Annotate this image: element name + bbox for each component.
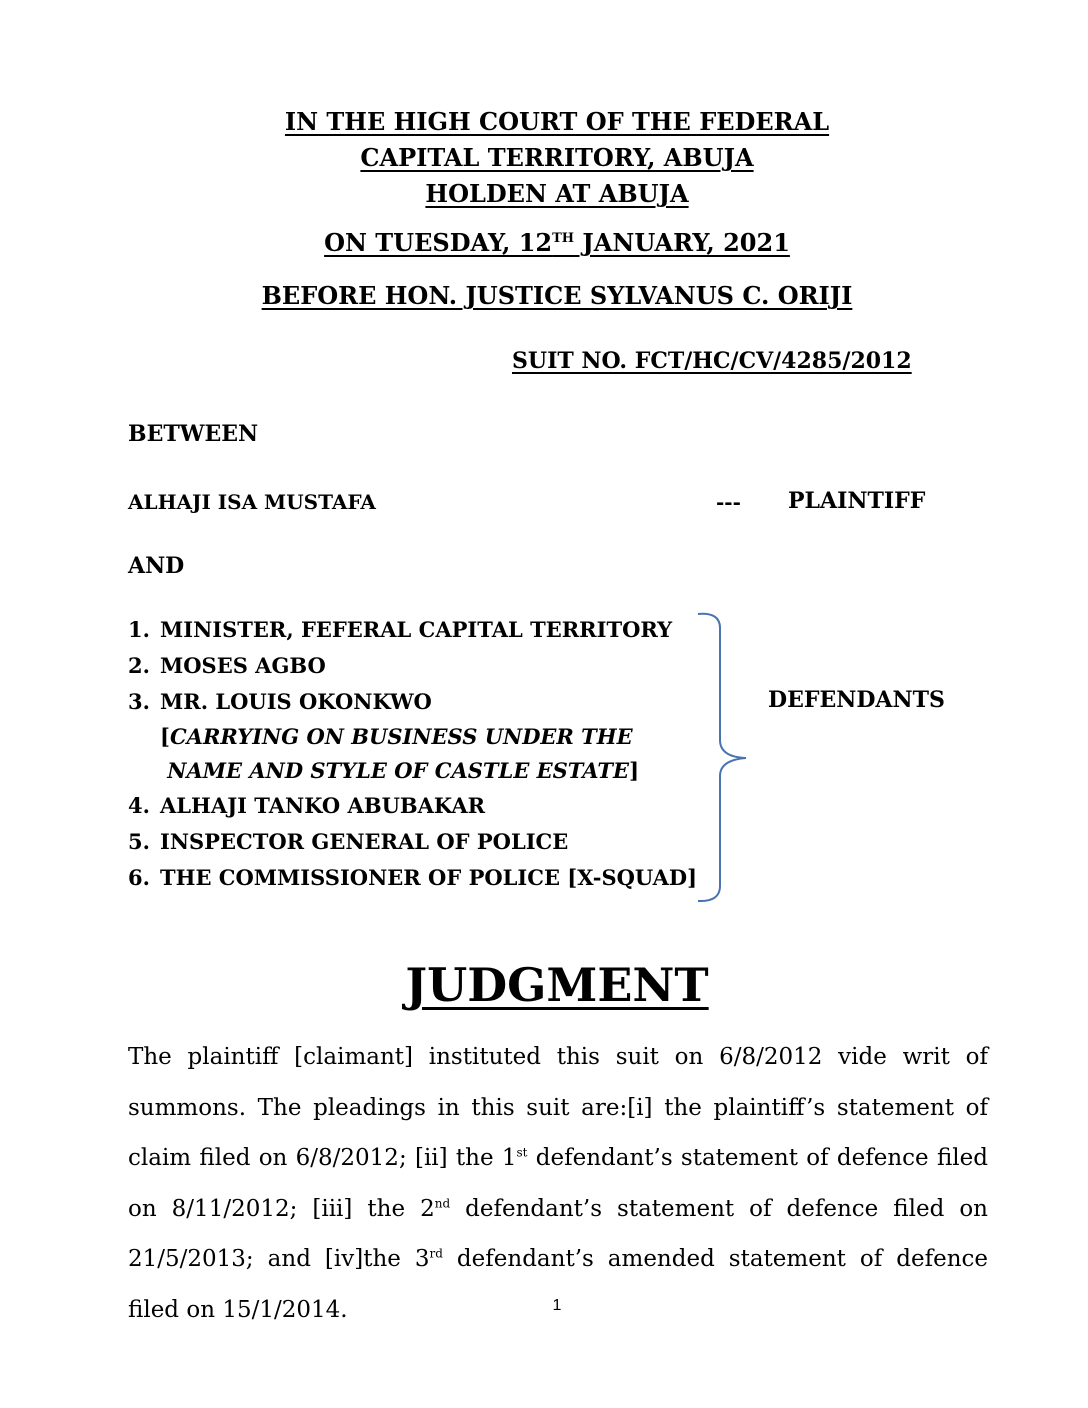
defendant-note bbox=[160, 720, 697, 754]
judge-line: BEFORE HON. JUSTICE SYLVANUS C. ORIJI bbox=[261, 281, 853, 310]
para-sup-3: rd bbox=[429, 1246, 443, 1261]
para-part-1: The plaintiff [claimant] instituted this suit on 6/8/2012 vide writ of summons. The pleadings in this suit are:[i] the plaintiff’s statement of claim filed on 6/8/2012; [ii] the 1 bbox=[128, 1044, 988, 1171]
defendants-list bbox=[128, 612, 697, 896]
note-close-bracket: ] bbox=[629, 758, 640, 783]
defendant-name: MINISTER, FEFERAL CAPITAL TERRITORY bbox=[160, 617, 673, 642]
hearing-date-post: JANUARY, 2021 bbox=[574, 228, 790, 257]
court-line-1: IN THE HIGH COURT OF THE FEDERAL bbox=[284, 107, 830, 136]
defendant-name: ALHAJI TANKO ABUBAKAR bbox=[160, 793, 486, 818]
defendant-number: 1. bbox=[128, 617, 150, 642]
note-line-1: CARRYING ON BUSINESS UNDER THE bbox=[169, 724, 633, 749]
curly-brace-icon bbox=[690, 610, 760, 910]
plaintiff-role: PLAINTIFF bbox=[788, 488, 926, 514]
judgment-title: JUDGMENT bbox=[405, 958, 709, 1012]
defendant-name: THE COMMISSIONER OF POLICE [X-SQUAD] bbox=[160, 865, 698, 890]
hearing-date-sup: TH bbox=[552, 231, 575, 246]
hearing-date bbox=[0, 228, 1088, 257]
defendant-item bbox=[128, 648, 697, 684]
court-line-2: CAPITAL TERRITORY, ABUJA bbox=[360, 143, 754, 172]
defendant-name: MOSES AGBO bbox=[160, 653, 326, 678]
defendant-note-cont bbox=[160, 754, 697, 788]
suit-number: SUIT NO. FCT/HC/CV/4285/2012 bbox=[512, 348, 912, 374]
note-open-bracket: [ bbox=[160, 724, 170, 749]
plaintiff-name: ALHAJI ISA MUSTAFA bbox=[128, 490, 376, 514]
para-sup-1: st bbox=[516, 1145, 528, 1160]
judgment-paragraph bbox=[128, 1032, 988, 1335]
and-label: AND bbox=[128, 553, 185, 579]
defendant-item bbox=[128, 612, 697, 648]
defendant-name: MR. LOUIS OKONKWO bbox=[160, 689, 432, 714]
court-heading bbox=[0, 104, 1088, 212]
court-line-3: HOLDEN AT ABUJA bbox=[425, 179, 689, 208]
defendant-item bbox=[128, 860, 697, 896]
page-number: 1 bbox=[552, 1297, 562, 1314]
defendants-role: DEFENDANTS bbox=[768, 687, 945, 713]
note-line-2: NAME AND STYLE OF CASTLE ESTATE bbox=[160, 758, 630, 783]
defendant-item bbox=[128, 684, 697, 788]
defendant-number: 2. bbox=[128, 653, 150, 678]
para-sup-2: nd bbox=[434, 1195, 451, 1210]
defendant-number: 4. bbox=[128, 793, 150, 818]
para-part-2: defendant’s statement of defence filed on 8/11/2012; [iii] the 2 bbox=[128, 1145, 988, 1222]
defendant-number: 5. bbox=[128, 829, 150, 854]
hearing-date-pre: ON TUESDAY, 12 bbox=[324, 228, 553, 257]
defendant-item bbox=[128, 788, 697, 824]
defendant-number: 3. bbox=[128, 689, 150, 714]
para-part-4: defendant’s amended statement of defence filed on 15/1/2014. bbox=[128, 1246, 988, 1323]
between-label: BETWEEN bbox=[128, 421, 259, 447]
defendant-item bbox=[128, 824, 697, 860]
defendant-name: INSPECTOR GENERAL OF POLICE bbox=[160, 829, 569, 854]
plaintiff-dashes: --- bbox=[716, 490, 741, 514]
para-part-3: defendant’s statement of defence filed on 21/5/2013; and [iv]the 3 bbox=[128, 1195, 988, 1272]
defendant-number: 6. bbox=[128, 865, 150, 890]
